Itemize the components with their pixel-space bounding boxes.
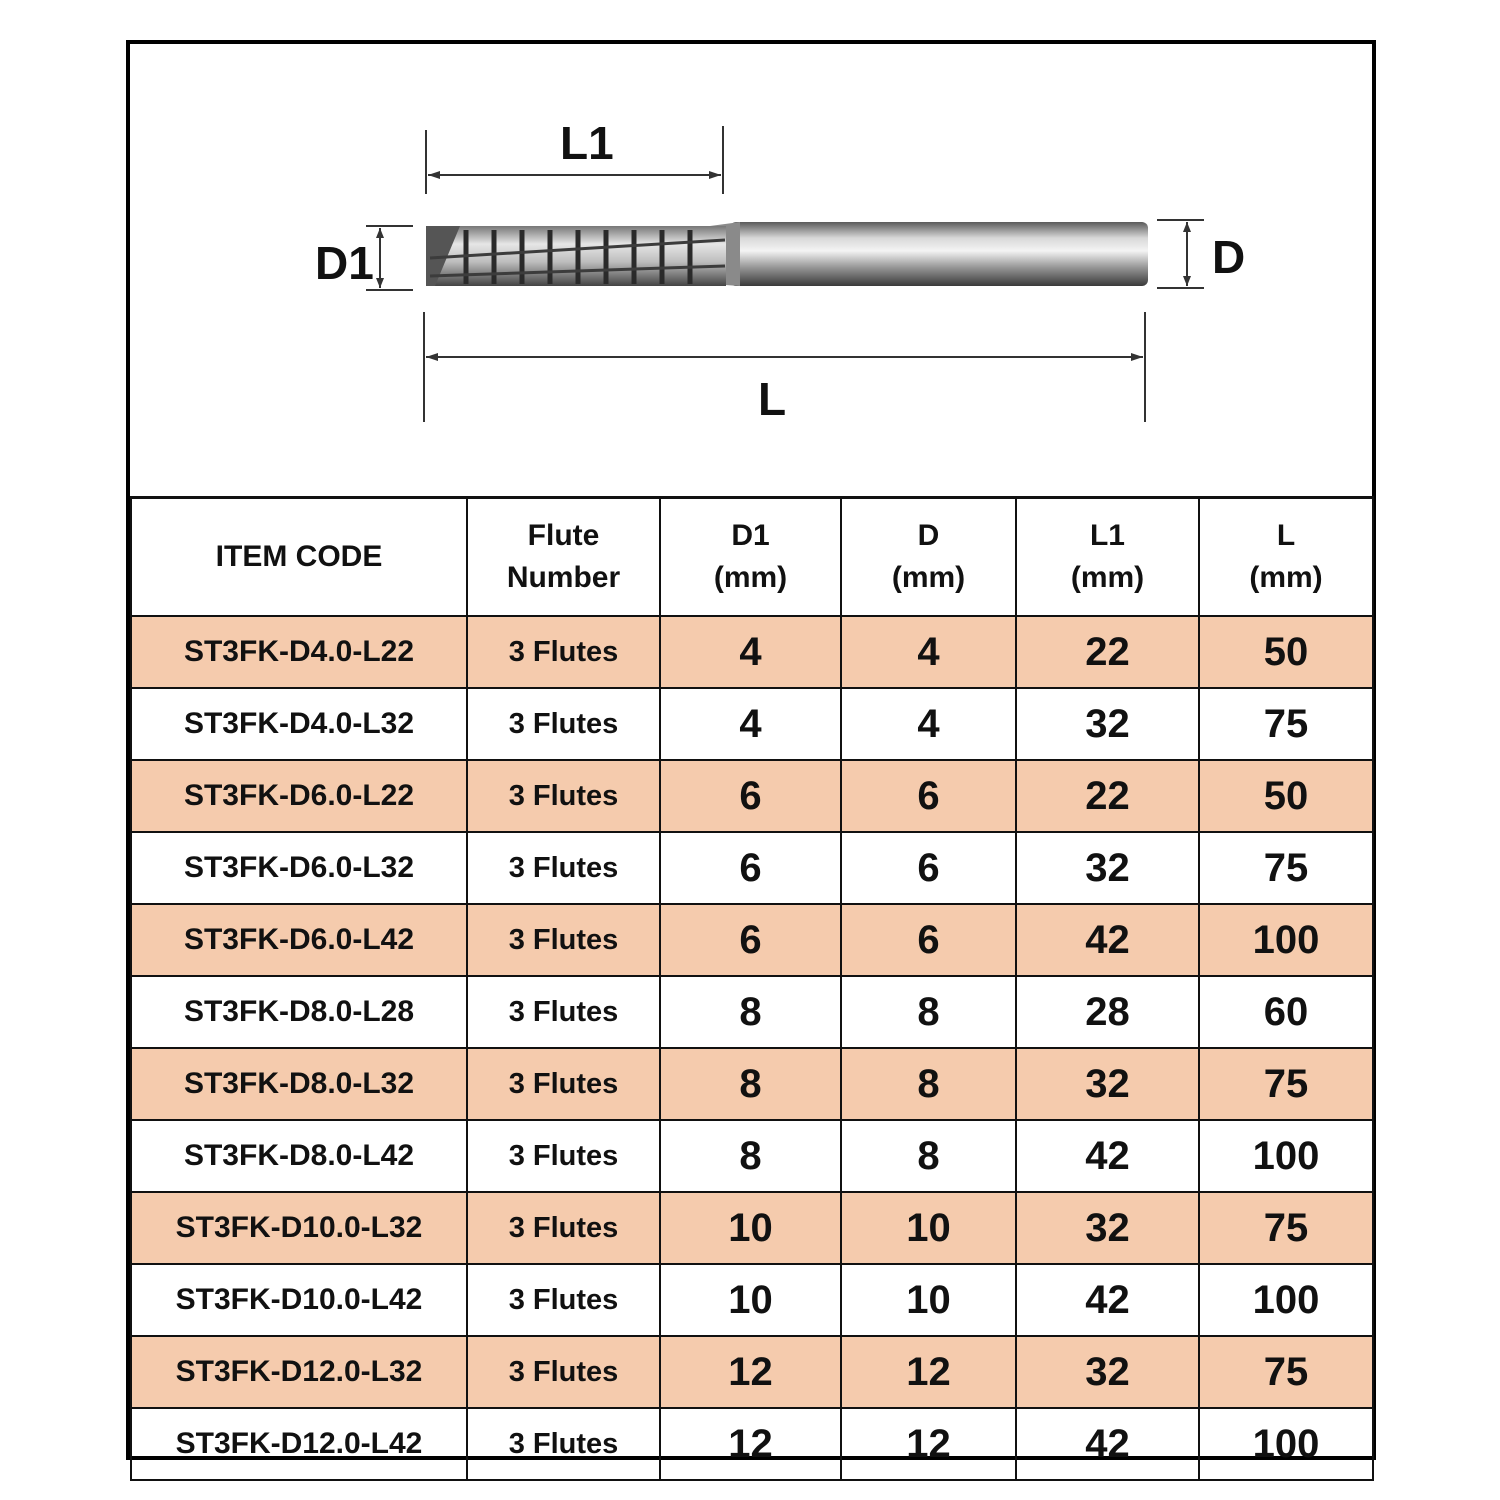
l1-cell: 32 — [1016, 832, 1199, 904]
item-code-cell: ST3FK-D12.0-L42 — [131, 1408, 467, 1480]
l-cell: 75 — [1199, 688, 1373, 760]
header-l: L (mm) — [1199, 498, 1373, 617]
l-cell: 60 — [1199, 976, 1373, 1048]
d1-cell: 6 — [660, 832, 841, 904]
header-flute-number: Flute Number — [467, 498, 660, 617]
d1-cell: 8 — [660, 1120, 841, 1192]
table-row — [131, 760, 1373, 832]
header-l1: L1 (mm) — [1016, 498, 1199, 617]
flute-number-cell: 3 Flutes — [467, 1120, 660, 1192]
d1-cell: 8 — [660, 1048, 841, 1120]
l-cell: 50 — [1199, 760, 1373, 832]
d-cell: 6 — [841, 904, 1016, 976]
l-cell: 100 — [1199, 904, 1373, 976]
d-cell: 6 — [841, 760, 1016, 832]
d1-cell: 6 — [660, 904, 841, 976]
l1-cell: 22 — [1016, 616, 1199, 688]
table-row — [131, 1120, 1373, 1192]
d1-cell: 4 — [660, 616, 841, 688]
d-cell: 12 — [841, 1408, 1016, 1480]
item-code-cell: ST3FK-D8.0-L28 — [131, 976, 467, 1048]
table-row — [131, 976, 1373, 1048]
l1-cell: 22 — [1016, 760, 1199, 832]
l1-cell: 42 — [1016, 1264, 1199, 1336]
flute-number-cell: 3 Flutes — [467, 1336, 660, 1408]
table-row — [131, 1048, 1373, 1120]
flute-number-cell: 3 Flutes — [467, 616, 660, 688]
flute-number-cell: 3 Flutes — [467, 904, 660, 976]
flute-number-cell: 3 Flutes — [467, 1048, 660, 1120]
flute-number-cell: 3 Flutes — [467, 760, 660, 832]
d-cell: 8 — [841, 976, 1016, 1048]
d1-cell: 12 — [660, 1408, 841, 1480]
dimension-diagram — [130, 44, 1372, 496]
header-row — [131, 498, 1373, 617]
table-row — [131, 904, 1373, 976]
item-code-cell: ST3FK-D4.0-L22 — [131, 616, 467, 688]
l-cell: 75 — [1199, 1336, 1373, 1408]
l-cell: 75 — [1199, 1192, 1373, 1264]
table-row — [131, 1408, 1373, 1480]
item-code-cell: ST3FK-D12.0-L32 — [131, 1336, 467, 1408]
d-cell: 8 — [841, 1048, 1016, 1120]
l-cell: 75 — [1199, 1048, 1373, 1120]
item-code-cell: ST3FK-D6.0-L22 — [131, 760, 467, 832]
d1-cell: 12 — [660, 1336, 841, 1408]
header-d1: D1 (mm) — [660, 498, 841, 617]
flute-number-cell: 3 Flutes — [467, 1264, 660, 1336]
table-row — [131, 832, 1373, 904]
item-code-cell: ST3FK-D10.0-L32 — [131, 1192, 467, 1264]
d1-cell: 4 — [660, 688, 841, 760]
d-cell: 8 — [841, 1120, 1016, 1192]
d1-cell: 8 — [660, 976, 841, 1048]
item-code-cell: ST3FK-D8.0-L42 — [131, 1120, 467, 1192]
d-cell: 4 — [841, 688, 1016, 760]
d-label: D — [1212, 231, 1246, 283]
l1-cell: 32 — [1016, 688, 1199, 760]
d-cell: 10 — [841, 1192, 1016, 1264]
l1-cell: 42 — [1016, 1408, 1199, 1480]
l1-cell: 42 — [1016, 1120, 1199, 1192]
flute-number-cell: 3 Flutes — [467, 976, 660, 1048]
d1-cell: 6 — [660, 760, 841, 832]
table-row — [131, 616, 1373, 688]
l1-cell: 32 — [1016, 1048, 1199, 1120]
flute-number-cell: 3 Flutes — [467, 1408, 660, 1480]
flute-number-cell: 3 Flutes — [467, 688, 660, 760]
flute-number-cell: 3 Flutes — [467, 832, 660, 904]
item-code-cell: ST3FK-D4.0-L32 — [131, 688, 467, 760]
l1-cell: 28 — [1016, 976, 1199, 1048]
l-cell: 50 — [1199, 616, 1373, 688]
shank-shape — [730, 222, 1148, 286]
l1-label: L1 — [560, 117, 614, 169]
d-cell: 4 — [841, 616, 1016, 688]
item-code-cell: ST3FK-D6.0-L32 — [131, 832, 467, 904]
l-cell: 100 — [1199, 1120, 1373, 1192]
flute-number-cell: 3 Flutes — [467, 1192, 660, 1264]
d-cell: 12 — [841, 1336, 1016, 1408]
table-row — [131, 688, 1373, 760]
l-label: L — [758, 373, 787, 425]
l-cell: 100 — [1199, 1408, 1373, 1480]
table-row — [131, 1336, 1373, 1408]
d-cell: 6 — [841, 832, 1016, 904]
l-cell: 75 — [1199, 832, 1373, 904]
table-row — [131, 1192, 1373, 1264]
header-d: D (mm) — [841, 498, 1016, 617]
item-code-cell: ST3FK-D8.0-L32 — [131, 1048, 467, 1120]
l1-cell: 32 — [1016, 1336, 1199, 1408]
d1-label: D1 — [315, 237, 374, 289]
l1-cell: 32 — [1016, 1192, 1199, 1264]
spec-sheet — [126, 40, 1376, 1466]
item-code-cell: ST3FK-D6.0-L42 — [131, 904, 467, 976]
header-item-code: ITEM CODE — [131, 498, 467, 617]
table-row — [131, 1264, 1373, 1336]
spec-table — [130, 496, 1374, 1481]
d1-cell: 10 — [660, 1192, 841, 1264]
d-cell: 10 — [841, 1264, 1016, 1336]
l1-cell: 42 — [1016, 904, 1199, 976]
d1-cell: 10 — [660, 1264, 841, 1336]
l-cell: 100 — [1199, 1264, 1373, 1336]
item-code-cell: ST3FK-D10.0-L42 — [131, 1264, 467, 1336]
